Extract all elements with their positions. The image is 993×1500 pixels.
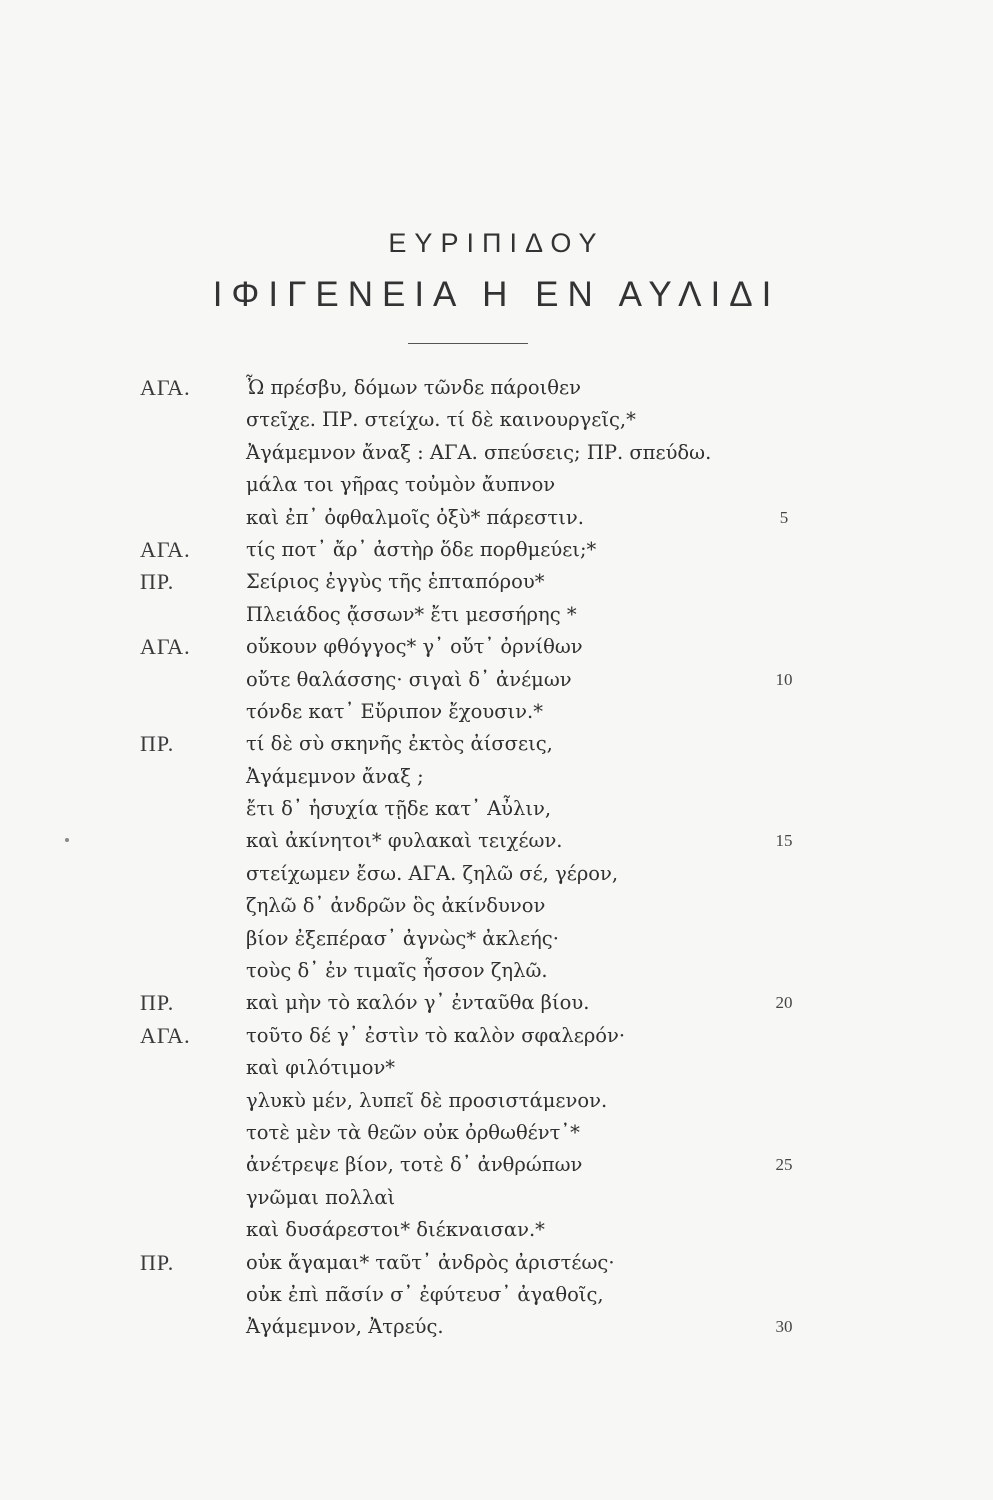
verse-text-line: τίς ποτ᾽ ἄρ᾽ ἀστὴρ ὅδε πορθμεύει;* (246, 537, 597, 561)
verse-line (0, 1117, 993, 1149)
author-heading: ΕΥΡΙΠΙΔΟΥ (388, 228, 605, 258)
verse-text-line: τί δὲ σὺ σκηνῆς ἐκτὸς ἀίσσεις, (246, 732, 553, 756)
verse-text-line: ἀνέτρεψε βίον, τοτὲ δ᾽ ἀνθρώπων (246, 1153, 583, 1177)
verse-line (0, 761, 993, 793)
verse-text-line: τοῦτο δέ γ᾽ ἐστὶν τὸ καλὸν σφαλερόν· (246, 1023, 626, 1047)
verse-line (0, 1279, 993, 1311)
verse-text-line: στείχωμεν ἔσω. ΑΓΑ. ζηλῶ σέ, γέρον, (246, 861, 619, 885)
verse-text-line: τοὺς δ᾽ ἐν τιμαῖς ἧσσον ζηλῶ. (246, 959, 548, 983)
verse-text-line: καὶ μὴν τὸ καλόν γ᾽ ἐνταῦθα βίου. (246, 991, 590, 1015)
verse-text-line: οὔκουν φθόγγος* γ᾽ οὔτ᾽ ὀρνίθων (246, 635, 583, 659)
verse-text-line: οὐκ ἐπὶ πᾶσίν σ᾽ ἐφύτευσ᾽ ἀγαθοῖς, (246, 1282, 604, 1306)
verse-line (0, 631, 993, 663)
line-number: 10 (775, 669, 793, 689)
verse-line (0, 1020, 993, 1052)
verse-line (0, 1214, 993, 1246)
verse-text-line: καὶ ἐπ᾽ ὀφθαλμοῖς ὀξὺ* πάρεστιν. (246, 505, 584, 529)
speaker-label: ΠΡ. (140, 569, 175, 595)
verse-text-line: γλυκὺ μέν, λυπεῖ δὲ προσιστάμενον. (246, 1088, 608, 1112)
verse-text-line: Ἀγάμεμνον ἄναξ ; (246, 764, 424, 788)
verse-line (0, 502, 993, 534)
verse-line (0, 890, 993, 922)
verse-text-line: Ὦ πρέσβυ, δόμων τῶνδε πάροιθεν (246, 376, 581, 399)
verse-line (0, 1311, 993, 1343)
verse-text-line: μάλα τοι γῆρας τοὐμὸν ἄυπνον (246, 473, 556, 497)
speaker-label: ΠΡ. (140, 1249, 175, 1275)
verse-text-line: τόνδε κατ᾽ Εὔριπον ἔχουσιν.* (246, 699, 543, 723)
verse-text-line: βίον ἐξεπέρασ᾽ ἀγνὼς* ἀκλεής· (246, 926, 559, 950)
verse-text-line: οὐκ ἄγαμαι* ταῦτ᾽ ἀνδρὸς ἀριστέως· (246, 1250, 615, 1274)
verse-line (0, 437, 993, 469)
verse-text-line: καὶ ἀκίνητοι* φυλακαὶ τειχέων. (246, 829, 563, 853)
verse-line (0, 1149, 993, 1181)
verse-text-line: Πλειάδος ᾄσσων* ἔτι μεσσήρης * (246, 602, 577, 626)
speaker-label: ΑΓΑ. (140, 536, 191, 562)
verse-line (0, 404, 993, 436)
verse-text-line: στεῖχε. ΠΡ. στείχω. τί δὲ καινουργεῖς,* (246, 408, 636, 432)
line-number: 20 (775, 993, 793, 1013)
speaker-label: ΠΡ. (140, 990, 175, 1016)
title-divider (408, 343, 528, 344)
verse-text-line: οὔτε θαλάσσης· σιγαὶ δ᾽ ἀνέμων (246, 667, 572, 691)
line-number: 15 (775, 831, 793, 851)
verse-line (0, 696, 993, 728)
speaker-label: ΑΓΑ. (140, 1022, 191, 1048)
speaker-label: ΠΡ. (140, 731, 175, 757)
verse-line (0, 728, 993, 760)
speaker-label: ΑΓΑ. (140, 375, 191, 400)
verse-text-line: γνῶμαι πολλαὶ (246, 1185, 396, 1209)
verse-text-line: καὶ δυσάρεστοι* διέκναισαν.* (246, 1218, 545, 1242)
verse-text (0, 372, 993, 1344)
verse-line (0, 987, 993, 1019)
verse-line (0, 664, 993, 696)
verse-text-line: Ἀγάμεμνον, Ἀτρεύς. (246, 1315, 444, 1339)
verse-line (0, 793, 993, 825)
verse-line (0, 1182, 993, 1214)
verse-text-line: καὶ φιλότιμον* (246, 1056, 396, 1080)
verse-line (0, 825, 993, 857)
verse-line (0, 372, 993, 404)
verse-text-line: Σείριος ἐγγὺς τῆς ἑπταπόρου* (246, 570, 545, 594)
play-title: ΙΦΙΓΕΝΕΙΑ Η ΕΝ ΑΥΛΙΔΙ (212, 275, 781, 314)
line-number: 25 (775, 1155, 793, 1175)
verse-line (0, 923, 993, 955)
verse-line (0, 599, 993, 631)
verse-line (0, 1085, 993, 1117)
speaker-label: ΑΓΑ. (140, 634, 191, 660)
verse-line (0, 469, 993, 501)
verse-text-line: ἔτι δ᾽ ἡσυχία τῇδε κατ᾽ Αὖλιν, (246, 797, 552, 821)
line-number: 30 (775, 1317, 793, 1337)
verse-text-line: ζηλῶ δ᾽ ἀνδρῶν ὃς ἀκίνδυνον (246, 894, 546, 918)
verse-text-line: τοτὲ μὲν τὰ θεῶν οὐκ ὀρθωθέντ᾽* (246, 1120, 580, 1144)
verse-text-line: Ἀγάμεμνον ἄναξ : ΑΓΑ. σπεύσεις; ΠΡ. σπεύδω. (246, 440, 712, 464)
line-number: 5 (779, 507, 789, 527)
verse-line (0, 858, 993, 890)
verse-line (0, 566, 993, 598)
verse-line (0, 534, 993, 566)
verse-line (0, 1052, 993, 1084)
verse-line (0, 955, 993, 987)
verse-line (0, 1247, 993, 1279)
